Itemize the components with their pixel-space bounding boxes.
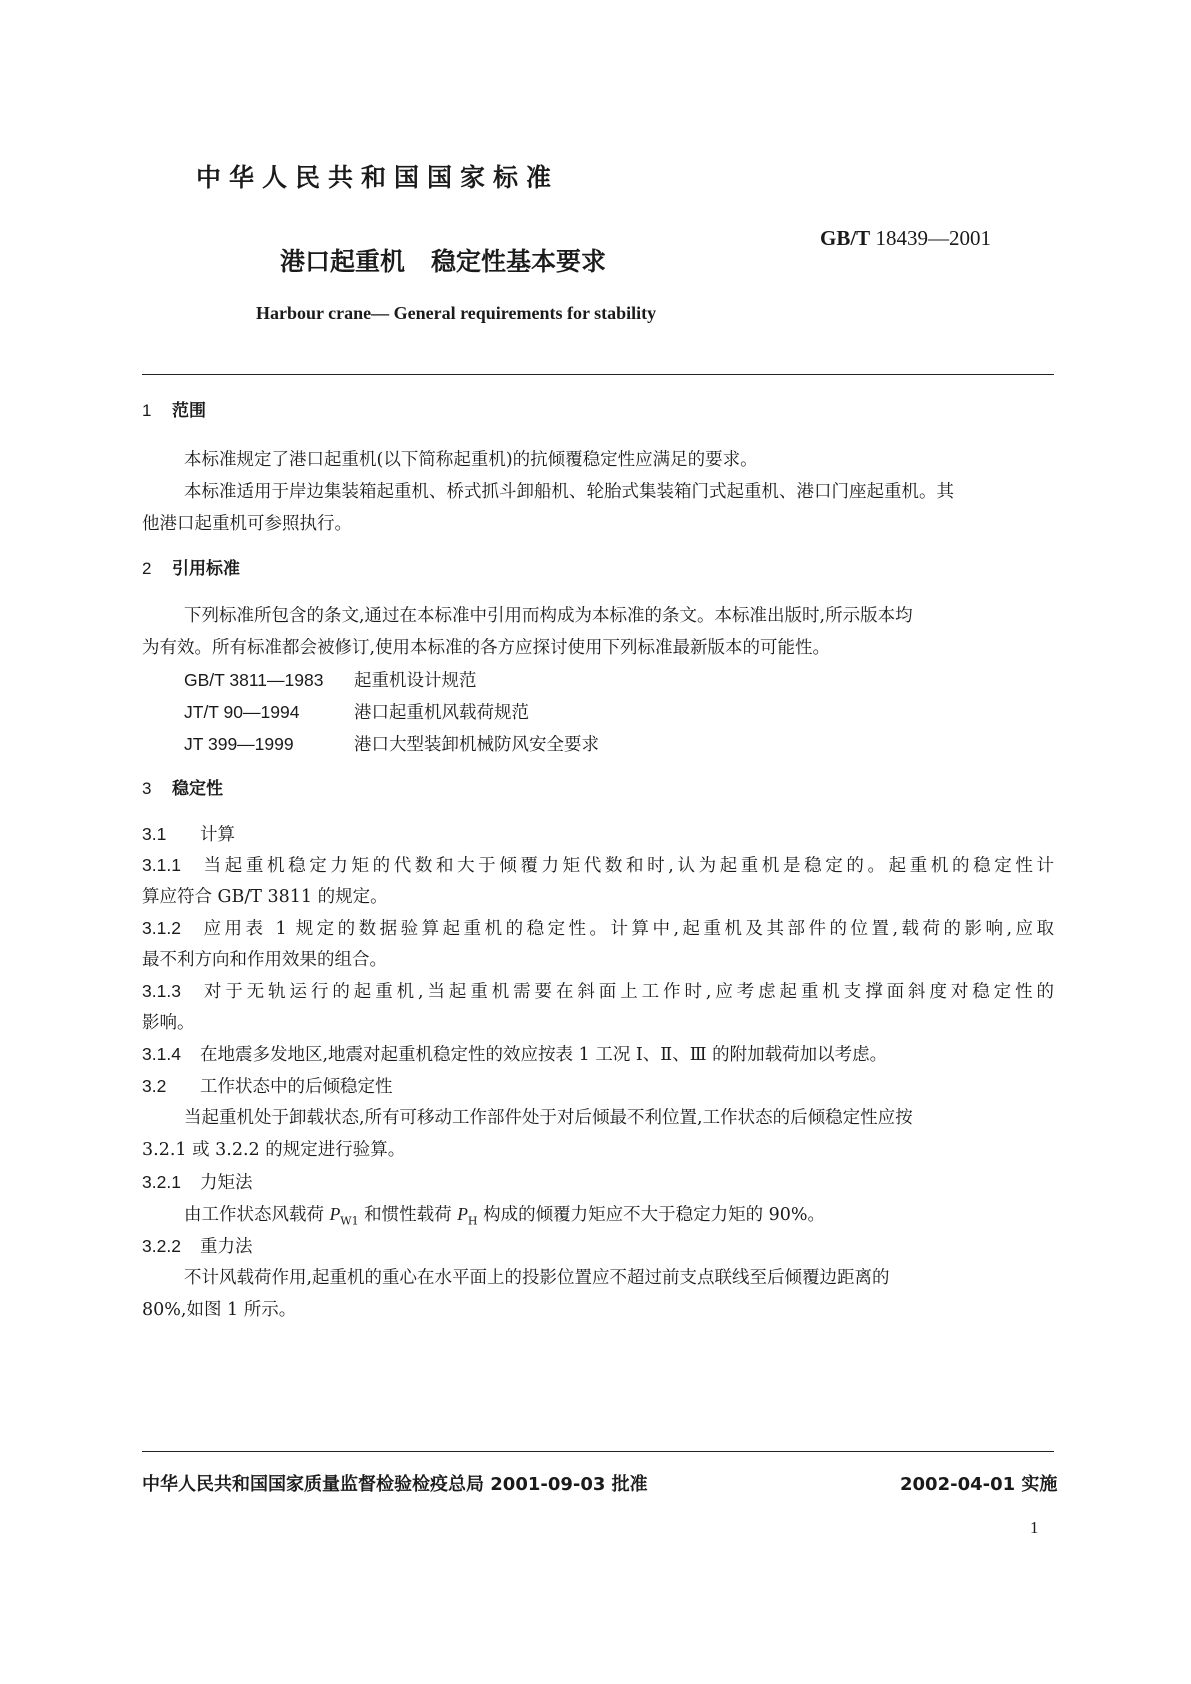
section-number: 2 (142, 559, 152, 578)
clause-number: 3.2.2 (142, 1236, 181, 1256)
section-1-heading (142, 399, 206, 423)
clause-3-1-1 (142, 853, 1054, 878)
document-title-en: Harbour crane— General requirements for stability (256, 303, 657, 323)
footer-divider (142, 1451, 1054, 1452)
reference-item (184, 732, 599, 757)
standard-number-value: 18439—2001 (875, 226, 991, 250)
paragraph-line: 为有效。所有标准都会被修订,使用本标准的各方应探讨使用下列标准最新版本的可能性。 (142, 638, 831, 658)
clause-number: 3.1.2 (142, 918, 181, 938)
clause-number: 3.2 (142, 1076, 167, 1096)
title-part1: 港口起重机 (280, 247, 406, 276)
approval-statement: 中华人民共和国国家质量监督检验检疫总局 2001-09-03 批准 (142, 1474, 648, 1495)
clause-3-1-4 (142, 1042, 887, 1067)
text-segment: 构成的倾覆力矩应不大于稳定力矩的 90%。 (477, 1205, 826, 1225)
variable-p: P (457, 1204, 468, 1224)
clause-3-2-2-heading (142, 1234, 253, 1259)
document-title (280, 242, 606, 278)
clause-number: 3.2.1 (142, 1172, 181, 1192)
paragraph: 本标准规定了港口起重机(以下简称起重机)的抗倾覆稳定性应满足的要求。 (184, 450, 758, 470)
clause-text: 当起重机稳定力矩的代数和大于倾覆力矩代数和时,认为起重机是稳定的。起重机的稳定性计 (200, 856, 1054, 876)
variable-subscript: W1 (340, 1214, 359, 1228)
clause-3-1-3 (142, 979, 1054, 1004)
paragraph-line: 不计风载荷作用,起重机的重心在水平面上的投影位置应不超过前支点联线至后倾覆边距离的 (184, 1268, 890, 1288)
reference-name: 起重机设计规范 (354, 671, 477, 691)
reference-code: JT 399—1999 (184, 734, 294, 754)
text-segment: 和惯性载荷 (358, 1205, 458, 1225)
section-title: 范围 (172, 401, 206, 421)
clause-number: 3.1 (142, 824, 167, 844)
clause-text: 在地震多发地区,地震对起重机稳定性的效应按表 1 工况 Ⅰ、Ⅱ、Ⅲ 的附加载荷加以考虑。 (200, 1045, 888, 1065)
paragraph-line: 下列标准所包含的条文,通过在本标准中引用而构成为本标准的条文。本标准出版时,所示版本均 (184, 606, 913, 626)
title-part2: 稳定性基本要求 (431, 247, 607, 276)
standard-prefix: GB/T (820, 226, 871, 250)
clause-title: 工作状态中的后倾稳定性 (200, 1077, 393, 1097)
reference-name: 港口大型装卸机械防风安全要求 (354, 735, 599, 755)
reference-name: 港口起重机风载荷规范 (354, 703, 529, 723)
clause-3-2-heading (142, 1074, 393, 1099)
paragraph-line: 本标准适用于岸边集装箱起重机、桥式抓斗卸船机、轮胎式集装箱门式起重机、港口门座起重机。其 (184, 482, 954, 502)
clause-number: 3.1.4 (142, 1044, 181, 1064)
clause-3-1-2 (142, 916, 1054, 941)
page-number: 1 (1030, 1518, 1039, 1537)
section-3-heading (142, 777, 223, 801)
clause-title: 重力法 (200, 1237, 253, 1257)
section-2-heading (142, 557, 240, 581)
section-number: 3 (142, 779, 152, 798)
reference-code: GB/T 3811—1983 (184, 670, 324, 690)
section-number: 1 (142, 401, 152, 420)
paragraph-line: 最不利方向和作用效果的组合。 (142, 950, 387, 970)
clause-title: 力矩法 (200, 1173, 253, 1193)
implementation-date: 2002-04-01 实施 (900, 1474, 1058, 1495)
clause-number: 3.1.3 (142, 981, 181, 1001)
header-divider (142, 374, 1054, 375)
paragraph-line: 80%,如图 1 所示。 (142, 1300, 297, 1320)
variable-p: P (329, 1204, 341, 1224)
clause-3-2-1-text (184, 1202, 825, 1234)
paragraph-line: 他港口起重机可参照执行。 (142, 514, 352, 534)
paragraph-line: 影响。 (142, 1013, 195, 1033)
paragraph-line: 当起重机处于卸载状态,所有可移动工作部件处于对后倾最不利位置,工作状态的后倾稳定性应按 (184, 1108, 913, 1128)
national-standard-heading: 中华人民共和国国家标准 (195, 163, 559, 192)
reference-item (184, 700, 529, 725)
paragraph-line: 3.2.1 或 3.2.2 的规定进行验算。 (142, 1140, 406, 1160)
section-title: 引用标准 (172, 559, 240, 579)
section-title: 稳定性 (172, 779, 223, 799)
standard-number (820, 226, 991, 251)
text-segment: 由工作状态风载荷 (184, 1205, 330, 1225)
clause-text: 对于无轨运行的起重机,当起重机需要在斜面上工作时,应考虑起重机支撑面斜度对稳定性的 (200, 982, 1054, 1002)
paragraph-line: 算应符合 GB/T 3811 的规定。 (142, 887, 388, 907)
clause-text: 应用表 1 规定的数据验算起重机的稳定性。计算中,起重机及其部件的位置,载荷的影响,应取 (200, 919, 1054, 939)
clause-3-1-heading (142, 822, 235, 847)
reference-item (184, 668, 477, 693)
variable-subscript: H (467, 1214, 478, 1228)
clause-3-2-1-heading (142, 1170, 253, 1195)
clause-title: 计算 (200, 825, 235, 845)
reference-code: JT/T 90—1994 (184, 702, 300, 722)
clause-number: 3.1.1 (142, 855, 181, 875)
